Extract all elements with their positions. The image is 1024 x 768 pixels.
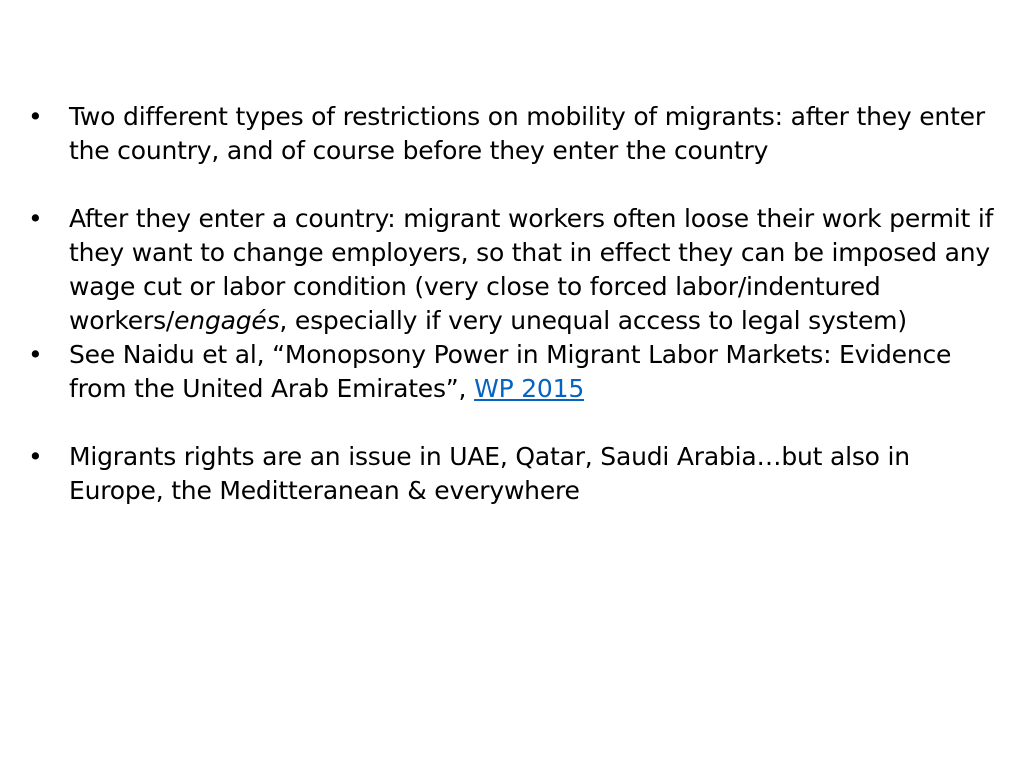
bullet-item-restrictions [28,100,1003,168]
bullet-item-after-entry [28,202,1003,338]
bullet-item-migrant-rights [28,440,1003,508]
bullet-icon: • [28,102,43,131]
bullet-icon: • [28,204,43,233]
bullet-text-before: See Naidu et al, “Monopsony Power in Migrant Labor Markets: Evidence from the United Arab Emirates”, [69,340,952,403]
bullet-text: Two different types of restrictions on mobility of migrants: after they enter the country, and of course before they enter the country [69,102,985,165]
bullet-text-after: , especially if very unequal access to legal system) [279,306,907,335]
bullet-text: Migrants rights are an issue in UAE, Qatar, Saudi Arabia…but also in Europe, the Meditteranean & everywhere [69,442,910,505]
wp-2015-link[interactable]: WP 2015 [474,374,585,403]
bullet-icon: • [28,340,43,369]
bullet-list [28,100,1003,508]
bullet-item-naidu-reference [28,338,1003,406]
emphasis-text: engagés [174,306,280,335]
bullet-text-before: After they enter a country: migrant workers often loose their work permit if they want to change employers, so that in effect they can be imposed any wage cut or labor condition (very close to forced labor/indentured workers/ [69,204,994,335]
bullet-icon: • [28,442,43,471]
